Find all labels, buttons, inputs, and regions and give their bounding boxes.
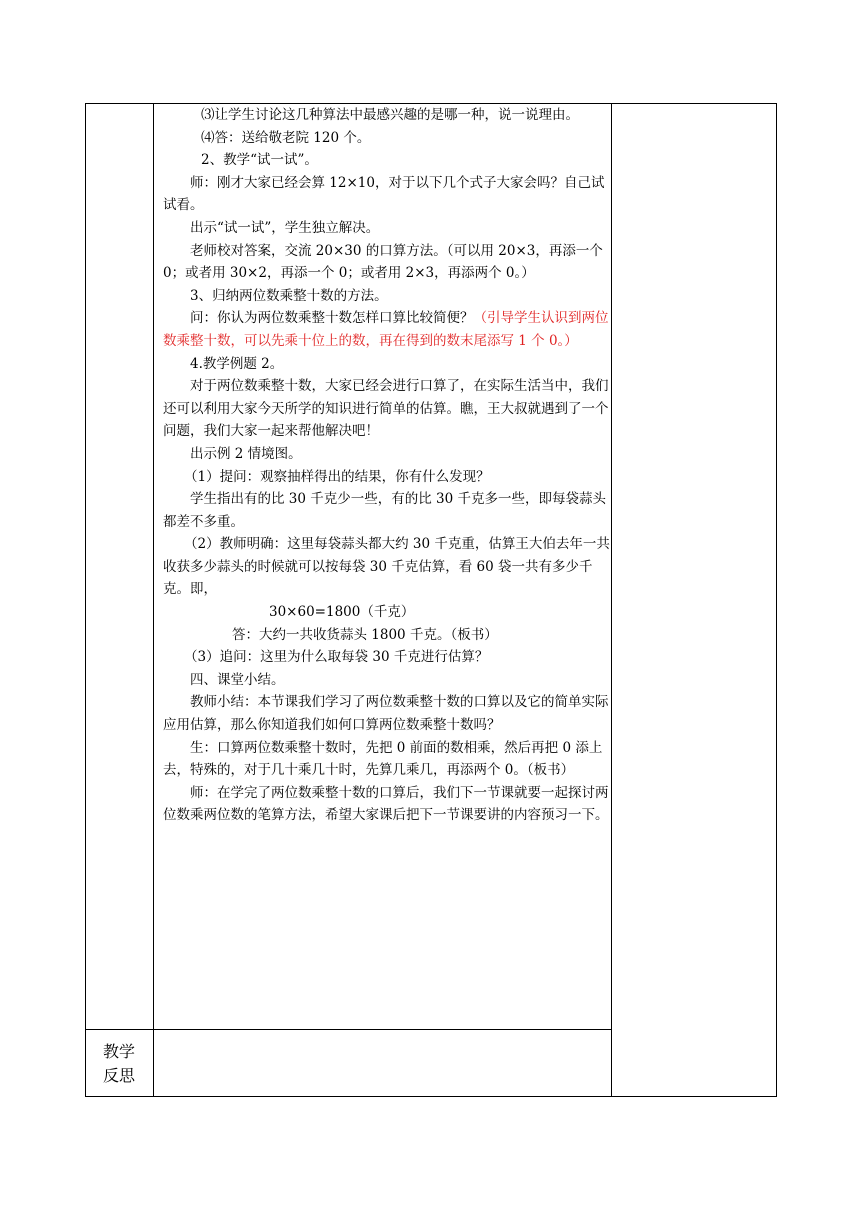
discussion-paragraph: ⑶让学生讨论这几种算法中最感兴趣的是哪一种，说一说理由。 <box>201 107 579 123</box>
step-1-paragraph: （1）提问：观察抽样得出的结果，你有什么发现？ <box>184 468 490 485</box>
equation-answer: 答：大约一共收货蒜头 1800 千克。（板书） <box>232 626 498 643</box>
section-heading-method: 3、归纳两位数乘整十数的方法。 <box>190 287 388 304</box>
content-column-border <box>611 103 612 1097</box>
step-2-paragraph: （2）教师明确：这里每袋蒜头都大约 30 千克重，估算王大伯去年一共收获多少蒜头的时候就可以按每袋 30 千克估算，看 60 袋一共有多少千克。即， <box>163 536 610 598</box>
equation: 30×60=1800（千克） <box>269 604 415 621</box>
section-heading-summary: 四、课堂小结。 <box>190 671 285 688</box>
student-summary-paragraph: 生：口算两位数乘整十数时，先把 0 前面的数相乘，然后再把 0 添上去，特殊的，对于几十乘几十时，先算几乘几，再添两个 0。（板书） <box>163 739 603 779</box>
reflection-label-line-2: 反思 <box>102 1066 135 1085</box>
lesson-content <box>163 104 610 827</box>
section-heading-try: 2、教学“试一试”。 <box>201 152 318 169</box>
section-heading-example: 4.教学例题 2。 <box>190 355 284 372</box>
reflection-label <box>87 1040 151 1088</box>
show-exercise-paragraph: 出示“试一试”，学生独立解决。 <box>190 219 380 236</box>
table-bottom-border <box>85 1096 777 1097</box>
check-answers-paragraph: 老师校对答案，交流 20×30 的口算方法。（可以用 20×3，再添一个 0；或者用 30×2，再添一个 0；或者用 2×3，再添两个 0。） <box>163 242 603 282</box>
guidance-hint: （引导学生认识到两位数乘整十数，可以先乘十位上的数，再在得到的数末尾添写 1 个 0。） <box>163 310 609 349</box>
label-column-border <box>153 103 154 1097</box>
student-observation-paragraph: 学生指出有的比 30 千克少一些，有的比 30 千克多一些，即每袋蒜头都差不多重。 <box>163 491 607 530</box>
method-question-paragraph <box>163 307 610 352</box>
table-right-border <box>776 103 777 1097</box>
teacher-question-paragraph: 师：刚才大家已经会算 12×10，对于以下几个式子大家会吗？自己试试看。 <box>163 174 605 214</box>
closing-paragraph: 师：在学完了两位数乘整十数的口算后，我们下一节课就要一起探讨两位数乘两位数的笔算方法，希望大家课后把下一节课要讲的内容预习一下。 <box>163 784 609 824</box>
show-example-paragraph: 出示例 2 情境图。 <box>190 445 302 462</box>
example-intro-paragraph: 对于两位数乘整十数，大家已经会进行口算了，在实际生活当中，我们还可以利用大家今天所学的知识进行简单的估算。瞧，王大叔就遇到了一个问题，我们大家一起来帮他解决吧！ <box>163 378 609 440</box>
table-left-border <box>85 103 86 1097</box>
answer-paragraph: ⑷答：送给敬老院 120 个。 <box>201 129 371 146</box>
step-3-paragraph: （3）追问：这里为什么取每袋 30 千克进行估算？ <box>184 649 489 666</box>
method-question: 问：你认为两位数乘整十数怎样口算比较简便？ <box>190 310 474 327</box>
reflection-row-top-border <box>85 1029 611 1030</box>
teacher-summary-paragraph: 教师小结：本节课我们学习了两位数乘整十数的口算以及它的简单实际应用估算，那么你知道我们如何口算两位数乘整十数吗？ <box>163 694 609 734</box>
reflection-label-line-1: 教学 <box>102 1042 135 1061</box>
